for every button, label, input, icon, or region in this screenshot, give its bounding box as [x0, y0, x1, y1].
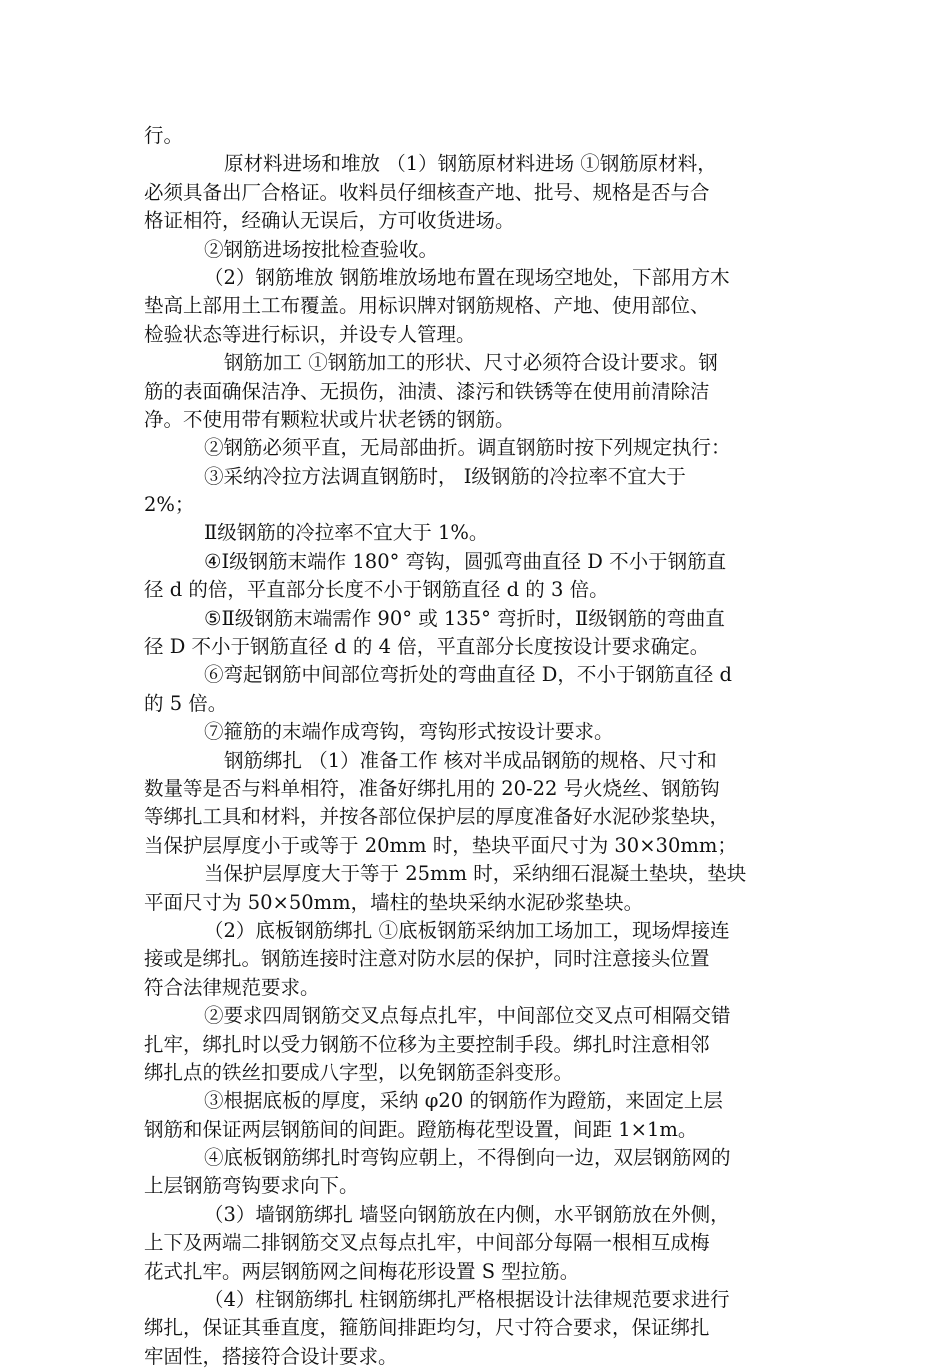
- text-line: 筋的表面确保洁净、无损伤，油渍、漆污和铁锈等在使用前清除洁: [144, 379, 710, 403]
- text-line: 钢筋加工 ①钢筋加工的形状、尺寸必须符合设计要求。钢: [224, 351, 718, 375]
- text-line: 净。不使用带有颗粒状或片状老锈的钢筋。: [144, 407, 515, 431]
- text-line: 当保护层厚度大于等于 25mm 时，采纳细石混凝土垫块，垫块: [204, 862, 747, 886]
- text-line: ⑤Ⅱ级钢筋末端需作 90° 或 135° 弯折时，Ⅱ级钢筋的弯曲直: [204, 606, 725, 630]
- text-line: 牢固性，搭接符合设计要求。: [144, 1344, 398, 1368]
- text-line: 绑扎，保证其垂直度，箍筋间排距均匀，尺寸符合要求，保证绑扎: [144, 1316, 710, 1340]
- text-line: 符合法律规范要求。: [144, 975, 320, 999]
- text-line: ③采纳冷拉方法调直钢筋时， Ⅰ级钢筋的冷拉率不宜大于: [204, 464, 686, 488]
- text-line: ④Ⅰ级钢筋末端作 180° 弯钩，圆弧弯曲直径 D 不小于钢筋直: [204, 549, 727, 573]
- text-line: 上下及两端二排钢筋交叉点每点扎牢，中间部分每隔一根相互成梅: [144, 1231, 710, 1255]
- text-line: 垫高上部用土工布覆盖。用标识牌对钢筋规格、产地、使用部位、: [144, 294, 710, 318]
- text-line: 检验状态等进行标识，并设专人管理。: [144, 322, 476, 346]
- text-line: 上层钢筋弯钩要求向下。: [144, 1174, 359, 1198]
- text-line: 径 d 的倍，平直部分长度不小于钢筋直径 d 的 3 倍。: [144, 578, 609, 602]
- text-line: 平面尺寸为 50×50mm，墙柱的垫块采纳水泥砂浆垫块。: [144, 890, 644, 914]
- text-line: （2）钢筋堆放 钢筋堆放场地布置在现场空地处，下部用方木: [204, 265, 730, 289]
- text-line: 绑扎点的铁丝扣要成八字型，以免钢筋歪斜变形。: [144, 1060, 574, 1084]
- text-line: 必须具备出厂合格证。收料员仔细核查产地、批号、规格是否与合: [144, 180, 710, 204]
- text-line: 钢筋和保证两层钢筋间的间距。蹬筋梅花型设置，间距 1×1m。: [144, 1117, 698, 1141]
- text-line: 2%；: [144, 493, 195, 517]
- text-line: ②钢筋进场按批检查验收。: [204, 237, 439, 261]
- text-line: 径 D 不小于钢筋直径 d 的 4 倍，平直部分长度按设计要求确定。: [144, 635, 710, 659]
- text-line: ②钢筋必须平直，无局部曲折。调直钢筋时按下列规定执行：: [204, 436, 731, 460]
- text-line: ②要求四周钢筋交叉点每点扎牢，中间部位交叉点可相隔交错: [204, 1004, 731, 1028]
- text-line: （2）底板钢筋绑扎 ①底板钢筋采纳加工场加工，现场焊接连: [204, 918, 730, 942]
- text-line: Ⅱ级钢筋的冷拉率不宜大于 1%。: [204, 521, 489, 545]
- text-line: ③根据底板的厚度，采纳 φ20 的钢筋作为蹬筋，来固定上层: [204, 1089, 723, 1113]
- text-line: ④底板钢筋绑扎时弯钩应朝上，不得倒向一边，双层钢筋网的: [204, 1146, 731, 1170]
- text-line: 格证相符，经确认无误后，方可收货进场。: [144, 209, 515, 233]
- text-line: 扎牢，绑扎时以受力钢筋不位移为主要控制手段。绑扎时注意相邻: [144, 1032, 710, 1056]
- text-line: （4）柱钢筋绑扎 柱钢筋绑扎严格根据设计法律规范要求进行: [204, 1288, 730, 1312]
- text-line: 当保护层厚度小于或等于 20mm 时，垫块平面尺寸为 30×30mm；: [144, 833, 737, 857]
- text-line: 花式扎牢。两层钢筋网之间梅花形设置 S 型拉筋。: [144, 1259, 580, 1283]
- document-body: [144, 122, 814, 1371]
- text-line: ⑦箍筋的末端作成弯钩，弯钩形式按设计要求。: [204, 720, 614, 744]
- text-line: 的 5 倍。: [144, 691, 228, 715]
- text-line: 数量等是否与料单相符，准备好绑扎用的 20-22 号火烧丝、钢筋钩: [144, 776, 720, 800]
- text-line: （3）墙钢筋绑扎 墙竖向钢筋放在内侧，水平钢筋放在外侧，: [204, 1202, 730, 1226]
- text-line: 钢筋绑扎 （1）准备工作 核对半成品钢筋的规格、尺寸和: [224, 748, 717, 772]
- text-line: ⑥弯起钢筋中间部位弯折处的弯曲直径 D，不小于钢筋直径 d: [204, 663, 733, 687]
- text-line: 原材料进场和堆放 （1）钢筋原材料进场 ①钢筋原材料，: [224, 152, 717, 176]
- text-line: 接或是绑扎。钢筋连接时注意对防水层的保护，同时注意接头位置: [144, 947, 710, 971]
- text-line: 等绑扎工具和材料，并按各部位保护层的厚度准备好水泥砂浆垫块，: [144, 805, 730, 829]
- text-line: 行。: [144, 124, 184, 147]
